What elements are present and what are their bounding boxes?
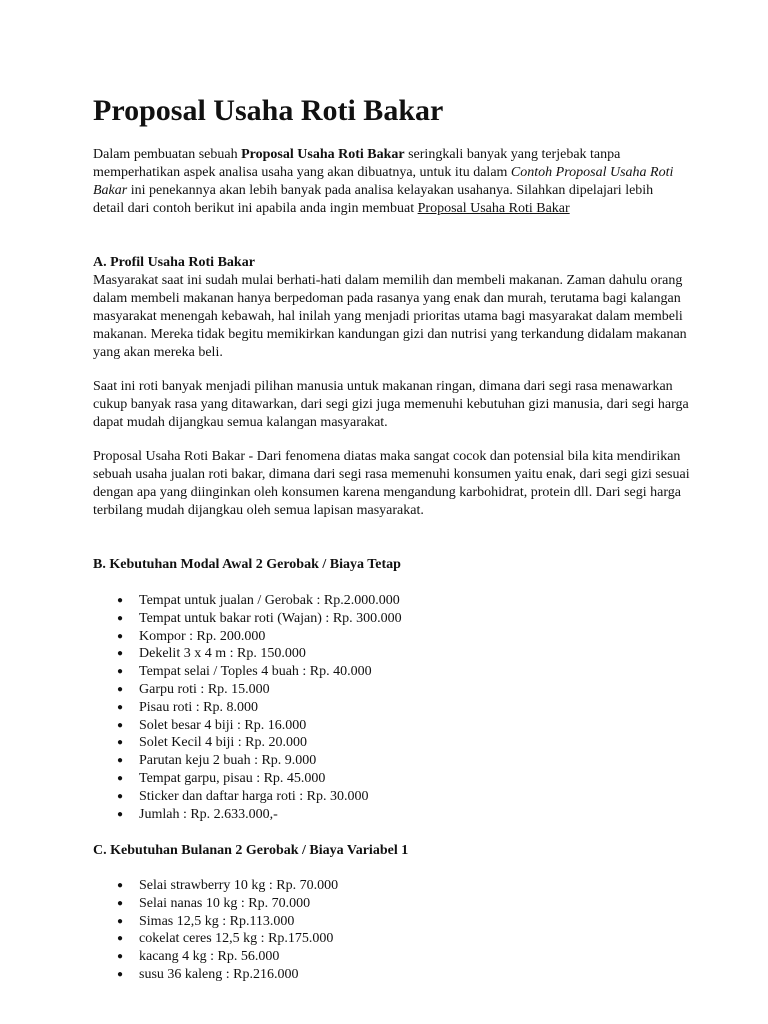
list-item	[93, 628, 653, 646]
section-a-heading: A. Profil Usaha Roti Bakar	[93, 255, 255, 270]
list-item	[93, 913, 653, 931]
list-item-text: Selai strawberry 10 kg : Rp. 70.000	[139, 878, 339, 893]
section-c-heading: C. Kebutuhan Bulanan 2 Gerobak / Biaya Variabel 1	[93, 843, 409, 858]
bullet-icon: ●	[117, 737, 124, 749]
intro-italic-term: Contoh Proposal Usaha Roti Bakar	[93, 165, 674, 198]
list-item-text: Pisau roti : Rp. 8.000	[139, 699, 259, 715]
section-c-list	[93, 877, 653, 984]
list-item	[93, 788, 653, 806]
list-item-text: Jumlah : Rp. 2.633.000,-	[139, 806, 278, 822]
bullet-icon: ●	[117, 915, 124, 927]
proposal-link[interactable]: Proposal Usaha Roti Bakar	[417, 201, 570, 216]
bullet-icon: ●	[117, 755, 124, 767]
list-item	[93, 966, 653, 984]
bullet-icon: ●	[117, 719, 124, 731]
section-a	[93, 254, 693, 362]
bullet-icon: ●	[117, 683, 124, 695]
bullet-icon: ●	[117, 880, 124, 891]
intro-text-3: ini penekannya akan lebih banyak pada analisa kelayakan usahanya. Silahkan dipelajari lebih detail dari contoh berikut ini apabila anda ingin membuat	[93, 183, 654, 216]
section-a-paragraph-3: Proposal Usaha Roti Bakar - Dari fenomena diatas maka sangat cocok dan potensial bila kita mendirikan sebuah usaha jualan roti bakar, dimana dari segi rasa memenuhi konsumen yaitu enak, dari segi gizi sesuai dengan apa yang diinginkan oleh konsumen karena mengandung karbohidrat, protein dll. Dari segi harga terbilang mudah dijangkau oleh semua lapisan masyarakat.	[93, 449, 690, 518]
section-b-list	[93, 592, 653, 823]
list-item	[93, 752, 653, 770]
list-item-text: Tempat untuk bakar roti (Wajan) : Rp. 300.000	[139, 610, 402, 626]
list-item-text: susu 36 kaleng : Rp.216.000	[139, 966, 299, 982]
list-item-text: Parutan keju 2 buah : Rp. 9.000	[139, 753, 317, 769]
bullet-icon: ●	[117, 772, 124, 784]
list-item	[93, 699, 653, 717]
bullet-icon: ●	[117, 808, 124, 820]
list-item	[93, 663, 653, 681]
page-title: Proposal Usaha Roti Bakar	[93, 94, 444, 127]
section-a-paragraph-2: Saat ini roti banyak menjadi pilihan manusia untuk makanan ringan, dimana dari segi rasa menawarkan cukup banyak rasa yang ditawarkan, dari segi gizi juga memenuhi kebutuhan gizi manusia, dari segi harga dapat mudah dijangkau semua kalangan masyarakat.	[93, 379, 689, 430]
list-item	[93, 930, 653, 948]
bullet-icon: ●	[117, 790, 124, 802]
list-item-text: Solet besar 4 biji : Rp. 16.000	[139, 717, 307, 733]
list-item-text: kacang 4 kg : Rp. 56.000	[139, 949, 280, 965]
section-a-paragraph-1: Masyarakat saat ini sudah mulai berhati-hati dalam memilih dan membeli makanan. Zaman dahulu orang dalam membeli makanan hanya berpedoman pada rasanya yang enak dan murah, terutama bagi kalangan masyarakat menengah kebawah, hal inilah yang menjadi prioritas utama bagi masyarakat dalam membeli makanan. Mereka tidak begitu memikirkan kandungan gizi dan nutrisi yang terkandung didalam makanan yang akan mereka beli.	[93, 273, 687, 360]
intro-text-1: Dalam pembuatan sebuah	[93, 147, 242, 162]
list-item-text: Solet Kecil 4 biji : Rp. 20.000	[139, 735, 307, 751]
list-item	[93, 681, 653, 699]
bullet-icon: ●	[117, 666, 124, 678]
list-item-text: Tempat garpu, pisau : Rp. 45.000	[139, 770, 326, 786]
list-item	[93, 717, 653, 735]
bullet-icon: ●	[117, 897, 124, 909]
list-item-text: Selai nanas 10 kg : Rp. 70.000	[139, 895, 311, 911]
intro-paragraph	[93, 146, 683, 218]
list-item-text: Tempat untuk jualan / Gerobak : Rp.2.000.000	[139, 593, 400, 608]
list-item	[93, 770, 653, 788]
list-item-text: Sticker dan daftar harga roti : Rp. 30.000	[139, 788, 369, 804]
list-item	[93, 734, 653, 752]
list-item-text: Kompor : Rp. 200.000	[139, 628, 266, 644]
list-item-text: Garpu roti : Rp. 15.000	[139, 681, 270, 697]
list-item	[93, 877, 653, 895]
bullet-icon: ●	[117, 630, 124, 642]
bullet-icon: ●	[117, 933, 124, 945]
section-b-heading: B. Kebutuhan Modal Awal 2 Gerobak / Biaya Tetap	[93, 557, 401, 572]
list-item-text: Simas 12,5 kg : Rp.113.000	[139, 913, 295, 929]
bullet-icon: ●	[117, 951, 124, 963]
list-item	[93, 645, 653, 663]
list-item	[93, 806, 653, 824]
list-item-text: Tempat selai / Toples 4 buah : Rp. 40.000	[139, 664, 372, 680]
bullet-icon: ●	[117, 612, 124, 624]
bullet-icon: ●	[117, 968, 124, 980]
bullet-icon: ●	[117, 701, 124, 713]
intro-text-2: seringkali banyak yang terjebak tanpa memperhatikan aspek analisa usaha yang akan dibuatnya, untuk itu dalam	[93, 147, 621, 180]
intro-bold-term: Proposal Usaha Roti Bakar	[241, 147, 405, 162]
bullet-icon: ●	[117, 648, 124, 660]
list-item	[93, 895, 653, 913]
list-item-text: Dekelit 3 x 4 m : Rp. 150.000	[139, 646, 306, 662]
list-item	[93, 948, 653, 966]
bullet-icon: ●	[117, 595, 124, 606]
list-item-text: cokelat ceres 12,5 kg : Rp.175.000	[139, 931, 334, 947]
list-item	[93, 610, 653, 628]
list-item	[93, 592, 653, 610]
